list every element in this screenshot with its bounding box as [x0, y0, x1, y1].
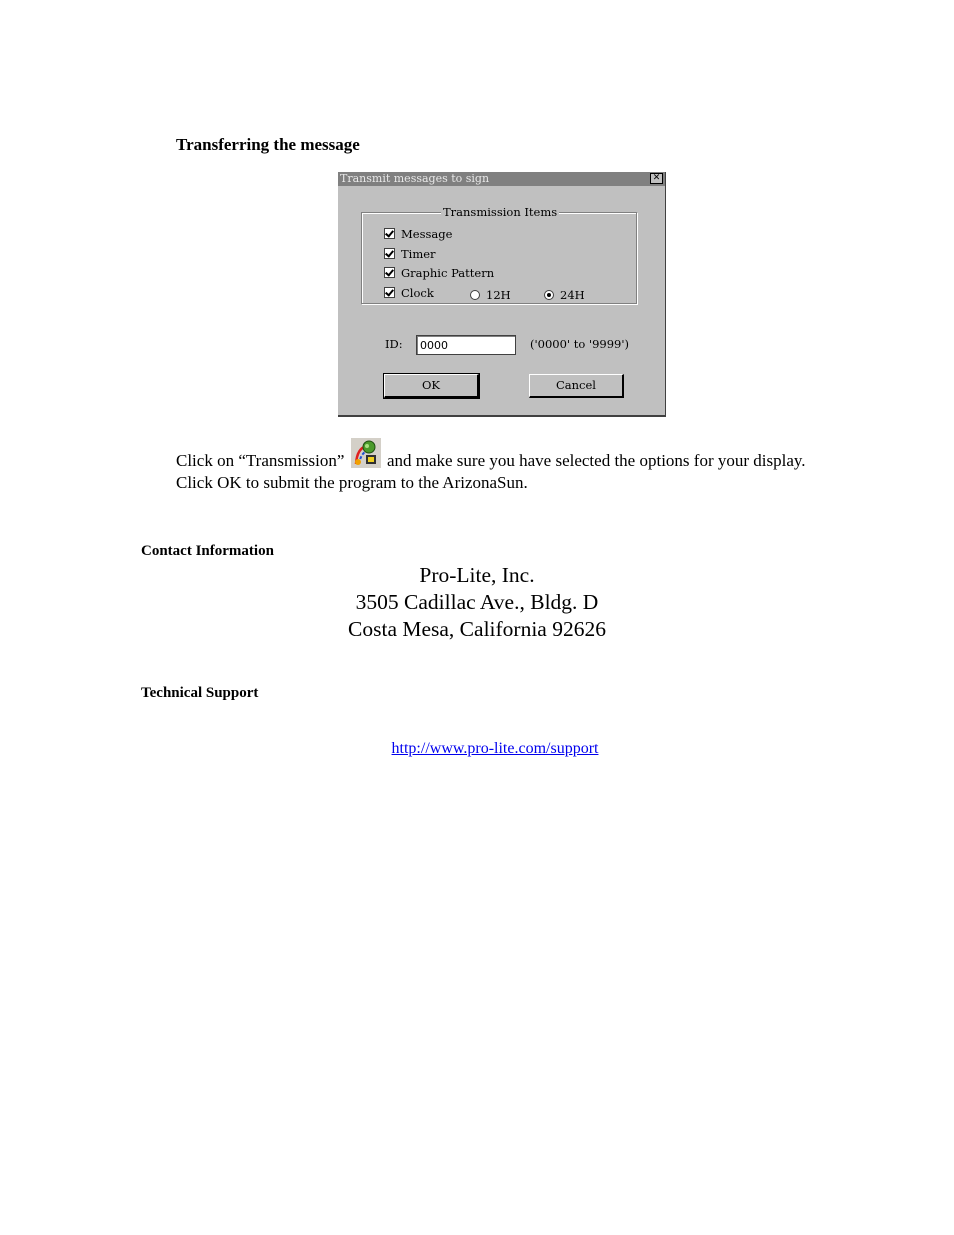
dialog-titlebar [338, 172, 665, 186]
checkbox-checked-icon[interactable] [384, 267, 395, 278]
close-button[interactable]: ✕ [650, 173, 663, 184]
checkbox-checked-icon[interactable] [384, 248, 395, 259]
id-label: ID: [385, 337, 403, 351]
id-input[interactable]: 0000 [416, 335, 516, 355]
section-heading: Transferring the message [176, 135, 360, 154]
group-label: Transmission Items [443, 205, 558, 219]
instruction-text-end: and make sure you have selected the options for your display. Click OK to submit the program to the ArizonaSun. [176, 451, 806, 492]
support-link[interactable]: http://www.pro-lite.com/support [391, 740, 599, 757]
checkbox-checked-icon[interactable] [384, 287, 395, 298]
company-name: Pro-Lite, Inc. [419, 563, 535, 587]
timer-checkbox[interactable] [384, 247, 436, 261]
radio-selected-icon[interactable] [544, 290, 554, 300]
radio-label: 12H [486, 288, 511, 302]
transmission-icon [351, 438, 381, 468]
address-block [0, 562, 954, 643]
ok-button[interactable]: OK [384, 374, 479, 398]
dialog-title: Transmit messages to sign [340, 172, 490, 185]
cancel-button[interactable]: Cancel [529, 374, 624, 398]
option-label: Graphic Pattern [401, 266, 495, 280]
radio-24h[interactable] [544, 288, 585, 302]
option-label: Clock [401, 286, 434, 300]
message-checkbox[interactable] [384, 227, 452, 241]
city-address: Costa Mesa, California 92626 [348, 617, 606, 641]
graphic-pattern-checkbox[interactable] [384, 266, 494, 280]
radio-12h[interactable] [470, 288, 511, 302]
radio-label: 24H [560, 288, 585, 302]
option-label: Message [401, 227, 453, 241]
clock-checkbox[interactable] [384, 286, 434, 300]
id-range-hint: ('0000' to '9999') [530, 337, 630, 351]
instruction-text-start: Click on “Transmission” [176, 451, 345, 470]
street-address: 3505 Cadillac Ave., Bldg. D [355, 590, 599, 614]
support-heading: Technical Support [141, 685, 259, 701]
instruction-paragraph [176, 438, 816, 494]
option-label: Timer [401, 247, 436, 261]
contact-heading: Contact Information [141, 543, 274, 559]
transmit-dialog [338, 172, 666, 417]
checkbox-checked-icon[interactable] [384, 228, 395, 239]
radio-unselected-icon[interactable] [470, 290, 480, 300]
